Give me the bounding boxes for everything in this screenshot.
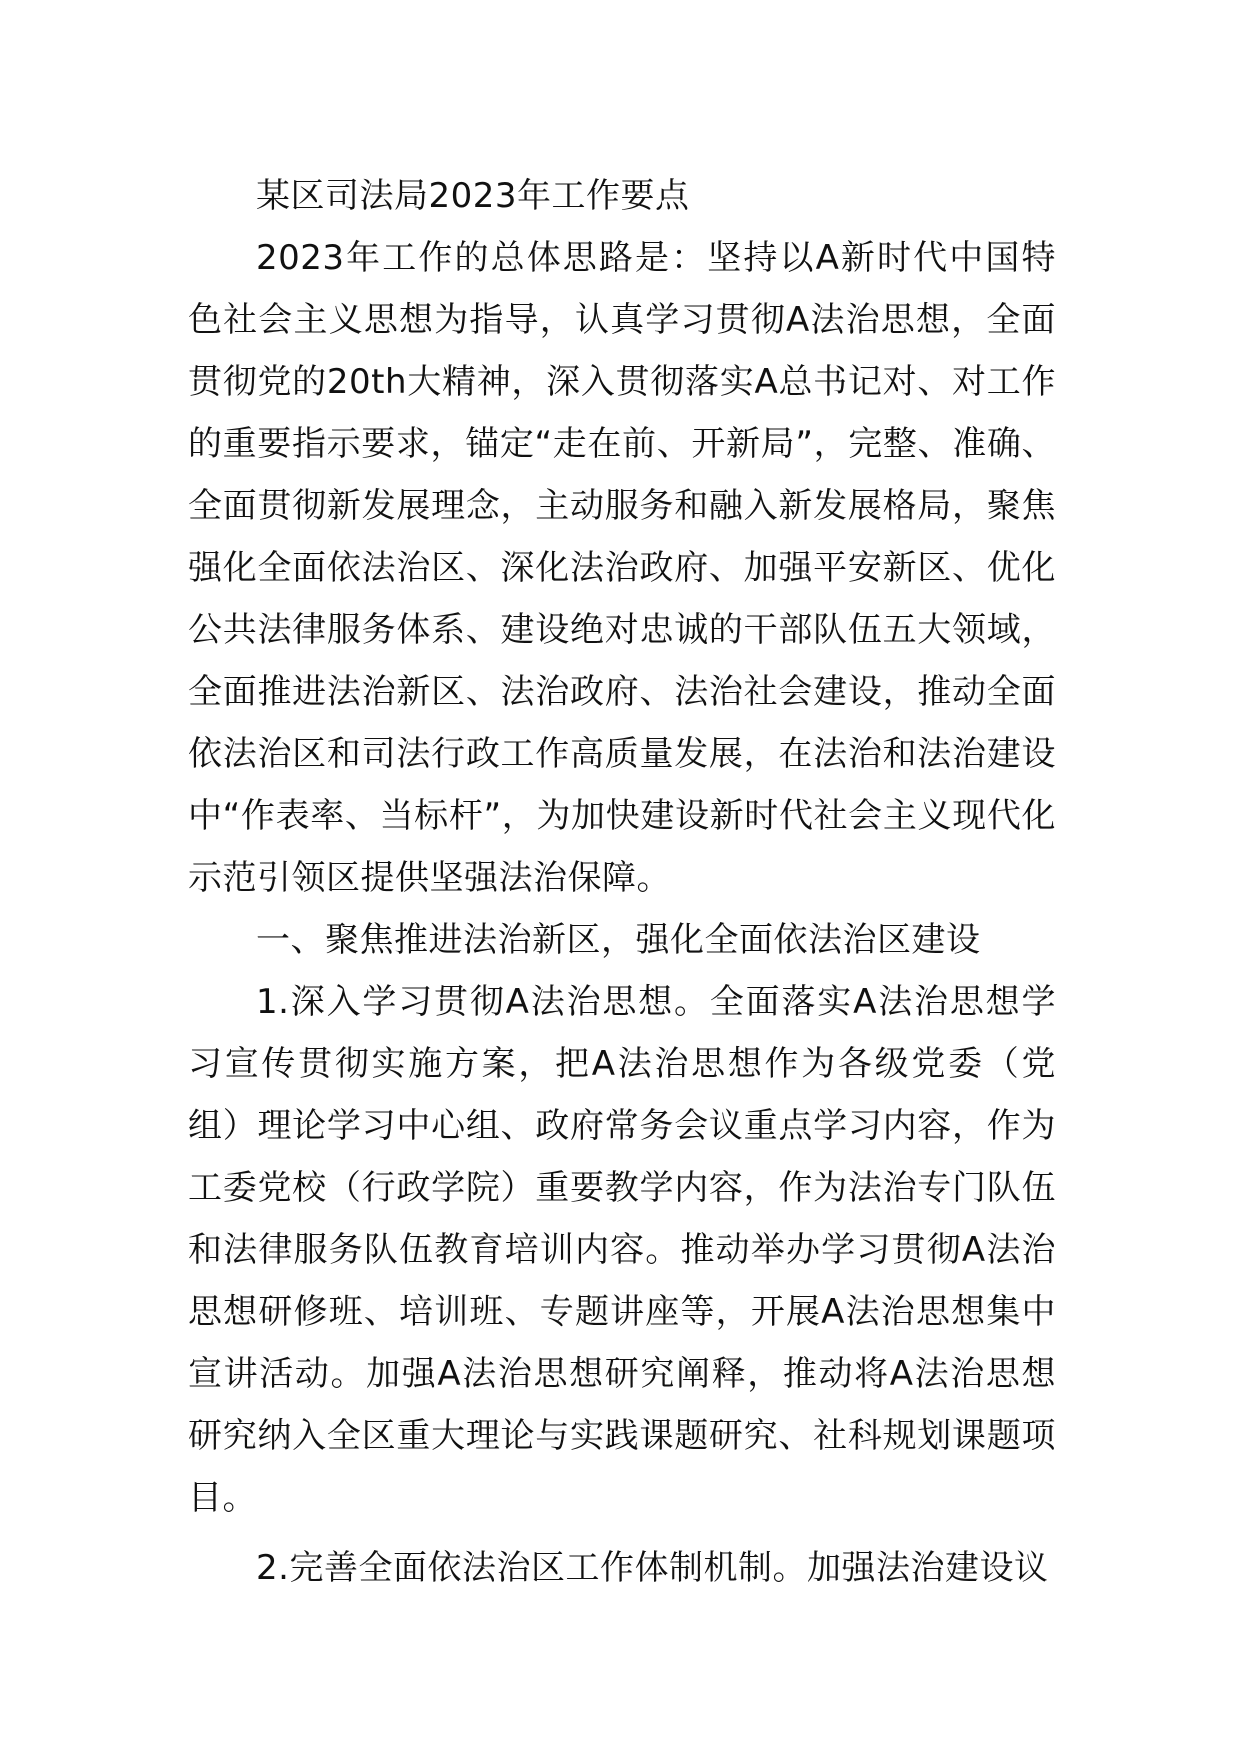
document-body <box>188 165 1056 1599</box>
item-1-paragraph: 1.深入学习贯彻A法治思想。全面落实A法治思想学习宣传贯彻实施方案，把A法治思想作为各级党委（党组）理论学习中心组、政府常务会议重点学习内容，作为工委党校（行政学院）重要教学内容，作为法治专门队伍和法律服务队伍教育培训内容。推动举办学习贯彻A法治思想研修班、培训班、专题讲座等，开展A法治思想集中宣讲活动。加强A法治思想研究阐释，推动将A法治思想研究纳入全区重大理论与实践课题研究、社科规划课题项目。 <box>188 982 1056 1518</box>
section-1-heading: 一、聚焦推进法治新区，强化全面依法治区建设 <box>256 920 981 960</box>
document-title: 某区司法局2023年工作要点 <box>256 176 690 216</box>
intro-paragraph: 2023年工作的总体思路是：坚持以A新时代中国特色社会主义思想为指导，认真学习贯彻A法治思想，全面贯彻党的20th大精神，深入贯彻落实A总书记对、对工作的重要指示要求，锚定“走在前、开新局”，完整、准确、全面贯彻新发展理念，主动服务和融入新发展格局，聚焦强化全面依法治区、深化法治政府、加强平安新区、优化公共法律服务体系、建设绝对忠诚的干部队伍五大领域，全面推进法治新区、法治政府、法治社会建设，推动全面依法治区和司法行政工作高质量发展，在法治和法治建设中“作表率、当标杆”，为加快建设新时代社会主义现代化示范引领区提供坚强法治保障。 <box>188 238 1056 898</box>
item-2-paragraph: 2.完善全面依法治区工作体制机制。加强法治建设议 <box>256 1548 1049 1588</box>
